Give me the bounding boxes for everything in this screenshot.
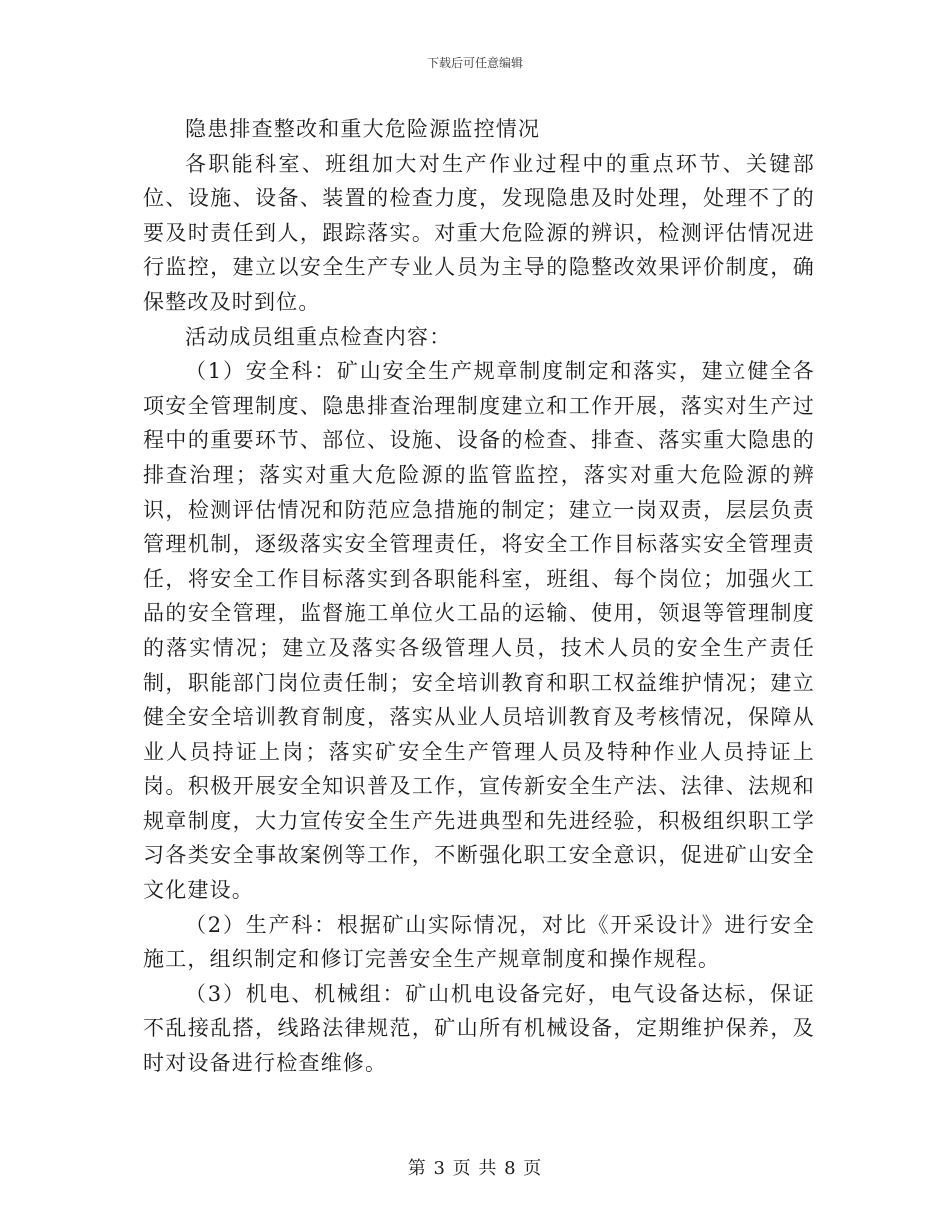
list-item: （2）生产科：根据矿山实际情况，对比《开采设计》进行安全施工，组织制定和修订完善安全生产规章制度和操作规程。 (143, 912, 815, 972)
page-number: 第 3 页 共 8 页 (407, 1158, 543, 1179)
list-item: （1）安全科：矿山安全生产规章制度制定和落实，建立健全各项安全管理制度、隐患排查治理制度建立和工作开展，落实对生产过程中的重要环节、部位、设施、设备的检查、排查、落实重大隐患的排查治理；落实对重大危险源的监管监控，落实对重大危险源的辨识，检测评估情况和防范应急措施的制定；建立一岗双责，层层负责管理机制，逐级落实安全管理责任，将安全工作目标落实安全管理责任，将安全工作目标落实到各职能科室，班组、每个岗位；加强火工品的安全管理，监督施工单位火工品的运输、使用，领退等管理制度的落实情况；建立及落实各级管理人员，技术人员的安全生产责任制，职能部门岗位责任制；安全培训教育和职工权益维护情况；建立健全安全培训教育制度，落实从业人员培训教育及考核情况，保障从业人员持证上岗；落实矿安全生产管理人员及特种作业人员持证上岗。积极开展安全知识普及工作，宣传新安全生产法、法律、法规和规章制度，大力宣传安全生产先进典型和先进经验，积极组织职工学习各类安全事故案例等工作，不断强化职工安全意识，促进矿山安全文化建设。 (143, 359, 815, 903)
body-paragraph: 各职能科室、班组加大对生产作业过程中的重点环节、关键部位、设施、设备、装置的检查力度，发现隐患及时处理，处理不了的要及时责任到人，跟踪落实。对重大危险源的辨识，检测评估情况进行监控，建立以安全生产专业人员为主导的隐整改效果评价制度，确保整改及时到位。 (143, 151, 815, 314)
body-paragraph: 活动成员组重点检查内容： (185, 324, 452, 349)
page-header: 下载后可任意编辑 (426, 56, 523, 70)
list-item: （3）机电、机械组：矿山机电设备完好，电气设备达标，保证不乱接乱搭，线路法律规范，矿山所有机械设备，定期维护保养，及时对设备进行检查维修。 (143, 981, 815, 1076)
section-heading: 隐患排查整改和重大危险源监控情况 (185, 117, 541, 141)
document-body (143, 112, 815, 1081)
